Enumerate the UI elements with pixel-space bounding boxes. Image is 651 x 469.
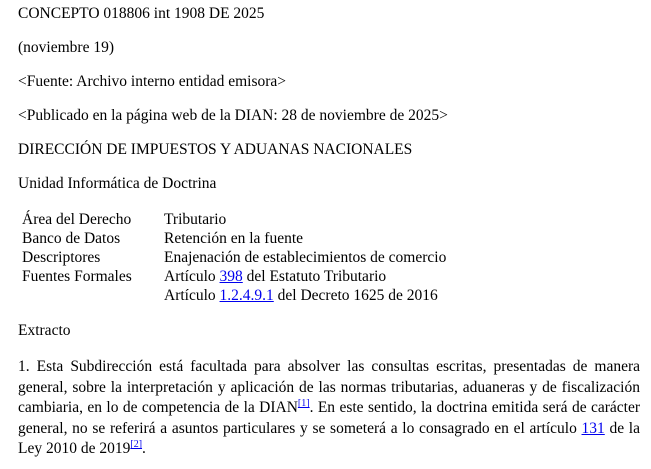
footnote-link-1[interactable]: [1] (297, 398, 310, 409)
metadata-label: Fuentes Formales (22, 268, 132, 285)
metadata-value: Tributario (164, 211, 227, 228)
concepto-title: CONCEPTO 018806 int 1908 DE 2025 (18, 5, 265, 22)
metadata-value (164, 267, 446, 305)
metadata-row-fuentes (18, 267, 446, 305)
footnote-link-2[interactable]: [2] (130, 439, 143, 450)
paragraph-text: de la Ley 2010 de 2019 (18, 419, 640, 457)
published-note: <Publicado en la página web de la DIAN: 28 de noviembre de 2025> (18, 107, 448, 124)
paragraph-text: . (142, 440, 146, 457)
metadata-label: Banco de Datos (22, 230, 121, 247)
fuente-text: Artículo (164, 287, 220, 304)
source-note: <Fuente: Archivo interno entidad emisora> (18, 73, 287, 90)
fuente-text: Artículo (164, 268, 220, 285)
link-articulo-1-2-4-9-1[interactable]: 1.2.4.9.1 (219, 287, 274, 304)
paragraph-text: . En este sentido, la doctrina emitida será de carácter general, no se referirá a asuntos particulares y se someterá a lo consagrado en el artículo (18, 399, 640, 437)
extracto-heading: Extracto (18, 322, 71, 339)
issuing-unit: Unidad Informática de Doctrina (18, 175, 217, 192)
fuente-line-2 (164, 286, 446, 305)
issuing-entity: DIRECCIÓN DE IMPUESTOS Y ADUANAS NACIONALES (18, 141, 413, 158)
metadata-row-area (18, 210, 446, 229)
fuente-line-1 (164, 267, 446, 286)
concepto-date: (noviembre 19) (18, 39, 114, 56)
link-articulo-398[interactable]: 398 (219, 268, 243, 285)
paragraph-text: 1. Esta Subdirección está facultada para absolver las consultas escritas, presentadas de manera general, sobre la interpretación y aplicación de las normas tributarias, aduaneras y de fiscalización cambiaria, en lo de competencia de la DIAN (18, 358, 640, 416)
metadata-row-descriptores (18, 248, 446, 267)
metadata-value: Retención en la fuente (164, 230, 304, 247)
metadata-table (18, 210, 446, 305)
fuente-text: del Decreto 1625 de 2016 (273, 287, 438, 304)
fuente-text: del Estatuto Tributario (242, 268, 387, 285)
metadata-label: Descriptores (22, 249, 101, 266)
metadata-value: Enajenación de establecimientos de comercio (164, 249, 447, 266)
body-paragraph (18, 357, 640, 460)
metadata-row-banco (18, 229, 446, 248)
link-articulo-131[interactable]: 131 (581, 419, 605, 437)
metadata-label: Área del Derecho (22, 211, 132, 228)
